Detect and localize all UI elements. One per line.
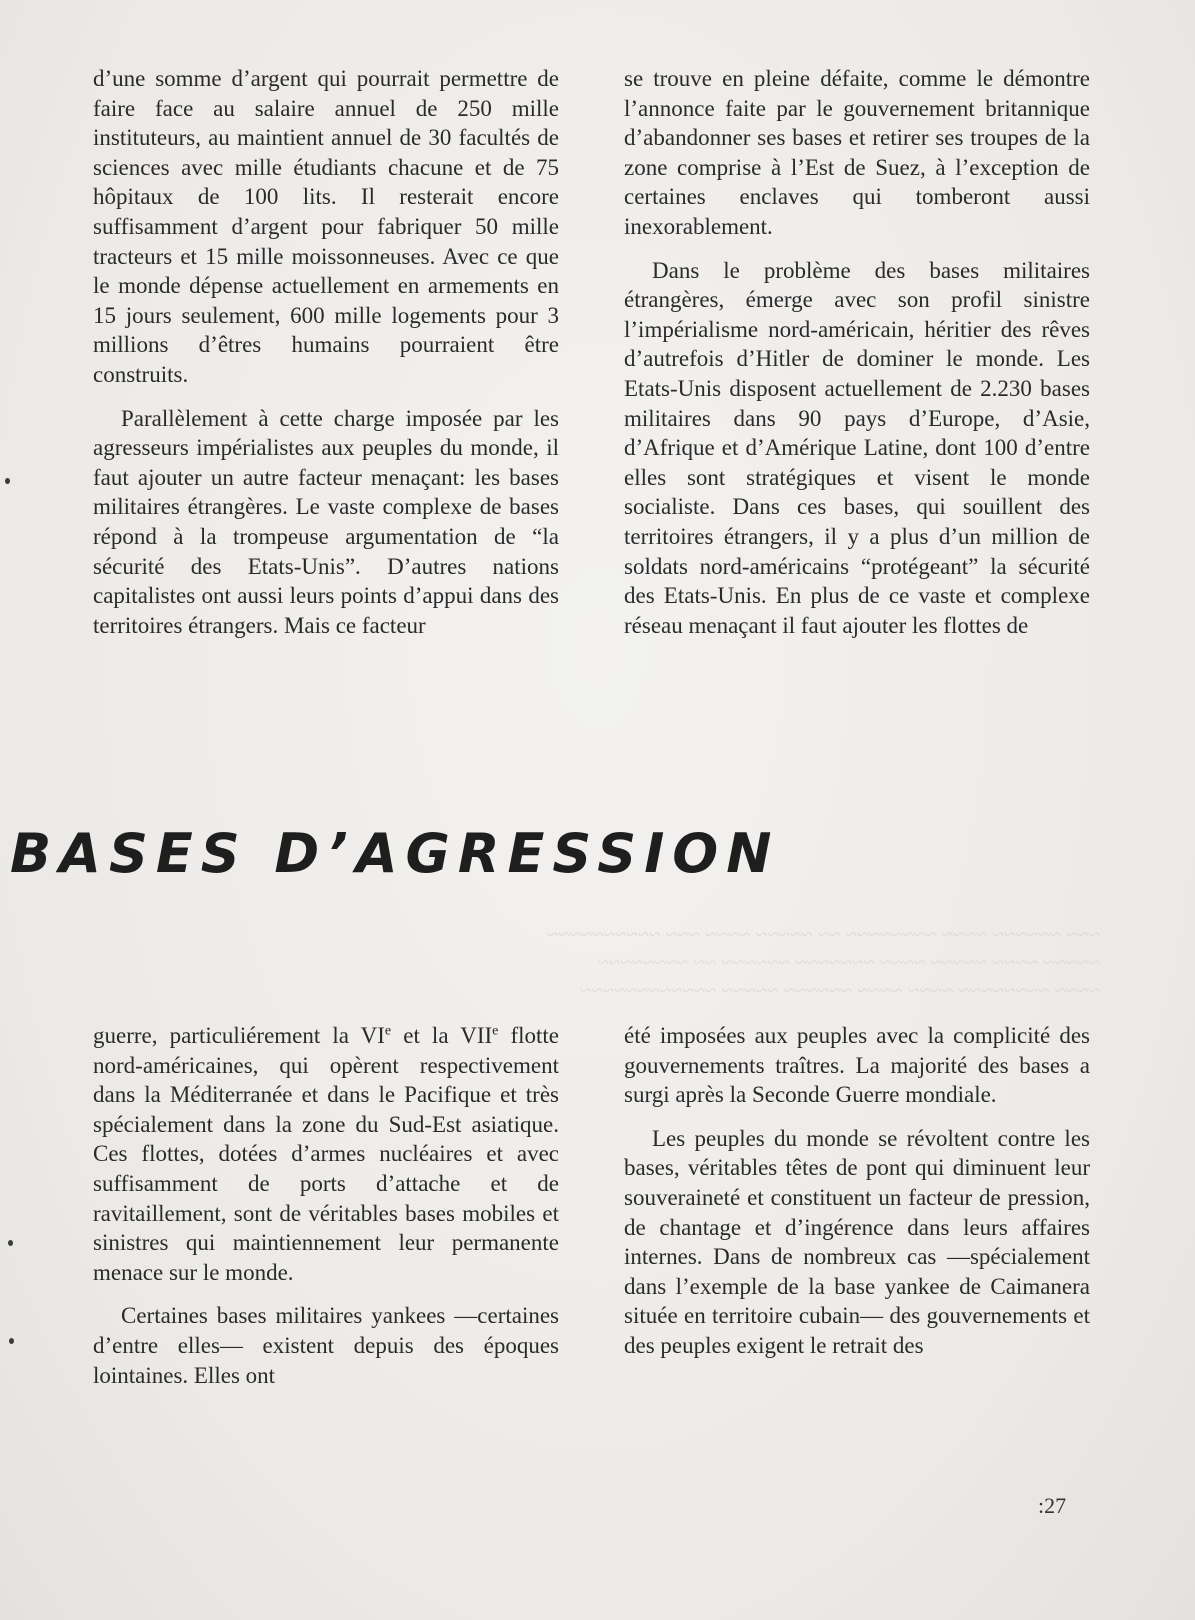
paragraph: Certaines bases militaires yankees —certaines d’entre elles— existent depuis des époques lointaines. Elles ont [93, 1303, 559, 1388]
text-run: et la VII [391, 1023, 493, 1048]
show-through-texture: ~~~ ~~~~~~ ~~~~ ~~~~~~~~ ~~ ~~~~~ ~~~~ ~~~ ~~~~~~~~~~ ~~~~~ ~~~~ ~~~~~ ~~~~ ~~~~~~~ ~~~~~~ ~~ ~~~~~~~~ ~~~~ ~~~~~~~~ ~~~~ ~~~~ ~~~~~~ ~~~~~ ~~~~~~~~~~~~ [546, 922, 1100, 1002]
superscript: e [492, 1023, 499, 1039]
paragraph: se trouve en pleine défaite, comme le démontre l’annonce faite par le gouvernement britannique d’abandonner ses bases et retirer ses troupes de la zone comprise à l’Est de Suez, à l’exception de certaines enclaves qui tomberont aussi inexorablement. [624, 66, 1090, 239]
paragraph: été imposées aux peuples avec la complicité des gouvernements traîtres. La majorité des bases a surgi après la Seconde Guerre mondiale. [624, 1023, 1090, 1108]
paragraph: Dans le problème des bases militaires étrangères, émerge avec son profil sinistre l’impérialisme nord-américain, héritier des rêves d’autrefois d’Hitler de dominer le monde. Les Etats-Unis disposent actuellement de 2.230 bases militaires dans 90 pays d’Europe, d’Asie, d’Afrique et d’Amérique Latine, dont 100 d’entre elles sont stratégiques et visent le monde socialiste. Dans ces bases, qui souillent des territoires étrangers, il y a plus d’un million de soldats nord-américains “protégeant” la sécurité des Etats-Unis. En plus de ce vaste et complexe réseau menaçant il faut ajouter les flottes de [624, 257, 1090, 638]
article-column-bottom-right [624, 1021, 1090, 1361]
section-headline: BASES D’AGRESSION [10, 822, 780, 885]
paragraph: Les peuples du monde se révoltent contre les bases, véritables têtes de pont qui diminuent leur souveraineté et constituent un facteur de pression, de chantage et d’ingérence dans leurs affaires internes. Dans de nombreux cas —spécialement dans l’exemple de la base yankee de Caimanera située en territoire cubain— des gouvernements et des peuples exigent le retrait des [624, 1125, 1090, 1358]
article-column-top-right [624, 64, 1090, 640]
text-run: flotte nord-américaines, qui opèrent respectivement dans la Méditerranée et dans le Pacifique et très spécialement dans la zone du Sud-Est asiatique. Ces flottes, dotées d’armes nucléaires et avec suffisamment de ports d’attache et de ravitaillement, sont de véritables bases mobiles et sinistres qui maintiennement leur permanente menace sur le monde. [93, 1023, 559, 1285]
ink-spot [9, 1338, 14, 1344]
paragraph [93, 1021, 559, 1287]
paragraph: d’une somme d’argent qui pourrait permettre de faire face au salaire annuel de 250 mille instituteurs, au maintient annuel de 30 facultés de sciences avec mille étudiants chacune et de 75 hôpitaux de 100 lits. Il resterait encore suffisamment d’argent pour fabriquer 50 mille tracteurs et 15 mille moissonneuses. Avec ce que le monde dépense actuellement en armements en 15 jours seulement, 600 mille logements pour 3 millions d’êtres humains pourraient être construits. [93, 66, 559, 387]
article-column-bottom-left [93, 1021, 559, 1390]
text-run: guerre, particuliérement la VI [93, 1023, 385, 1048]
ink-spot [5, 478, 10, 484]
superscript: e [384, 1023, 392, 1039]
ink-spot [8, 1240, 13, 1246]
page-number: :27 [1038, 1493, 1067, 1518]
paragraph: Parallèlement à cette charge imposée par les agresseurs impérialistes aux peuples du monde, il faut ajouter un autre facteur menaçant: les bases militaires étrangères. Le vaste complexe de bases répond à la trompeuse argumentation de “la sécurité des Etats-Unis”. D’autres nations capitalistes ont aussi leurs points d’appui dans des territoires étrangers. Mais ce facteur [93, 405, 559, 638]
article-column-top-left [93, 64, 559, 640]
